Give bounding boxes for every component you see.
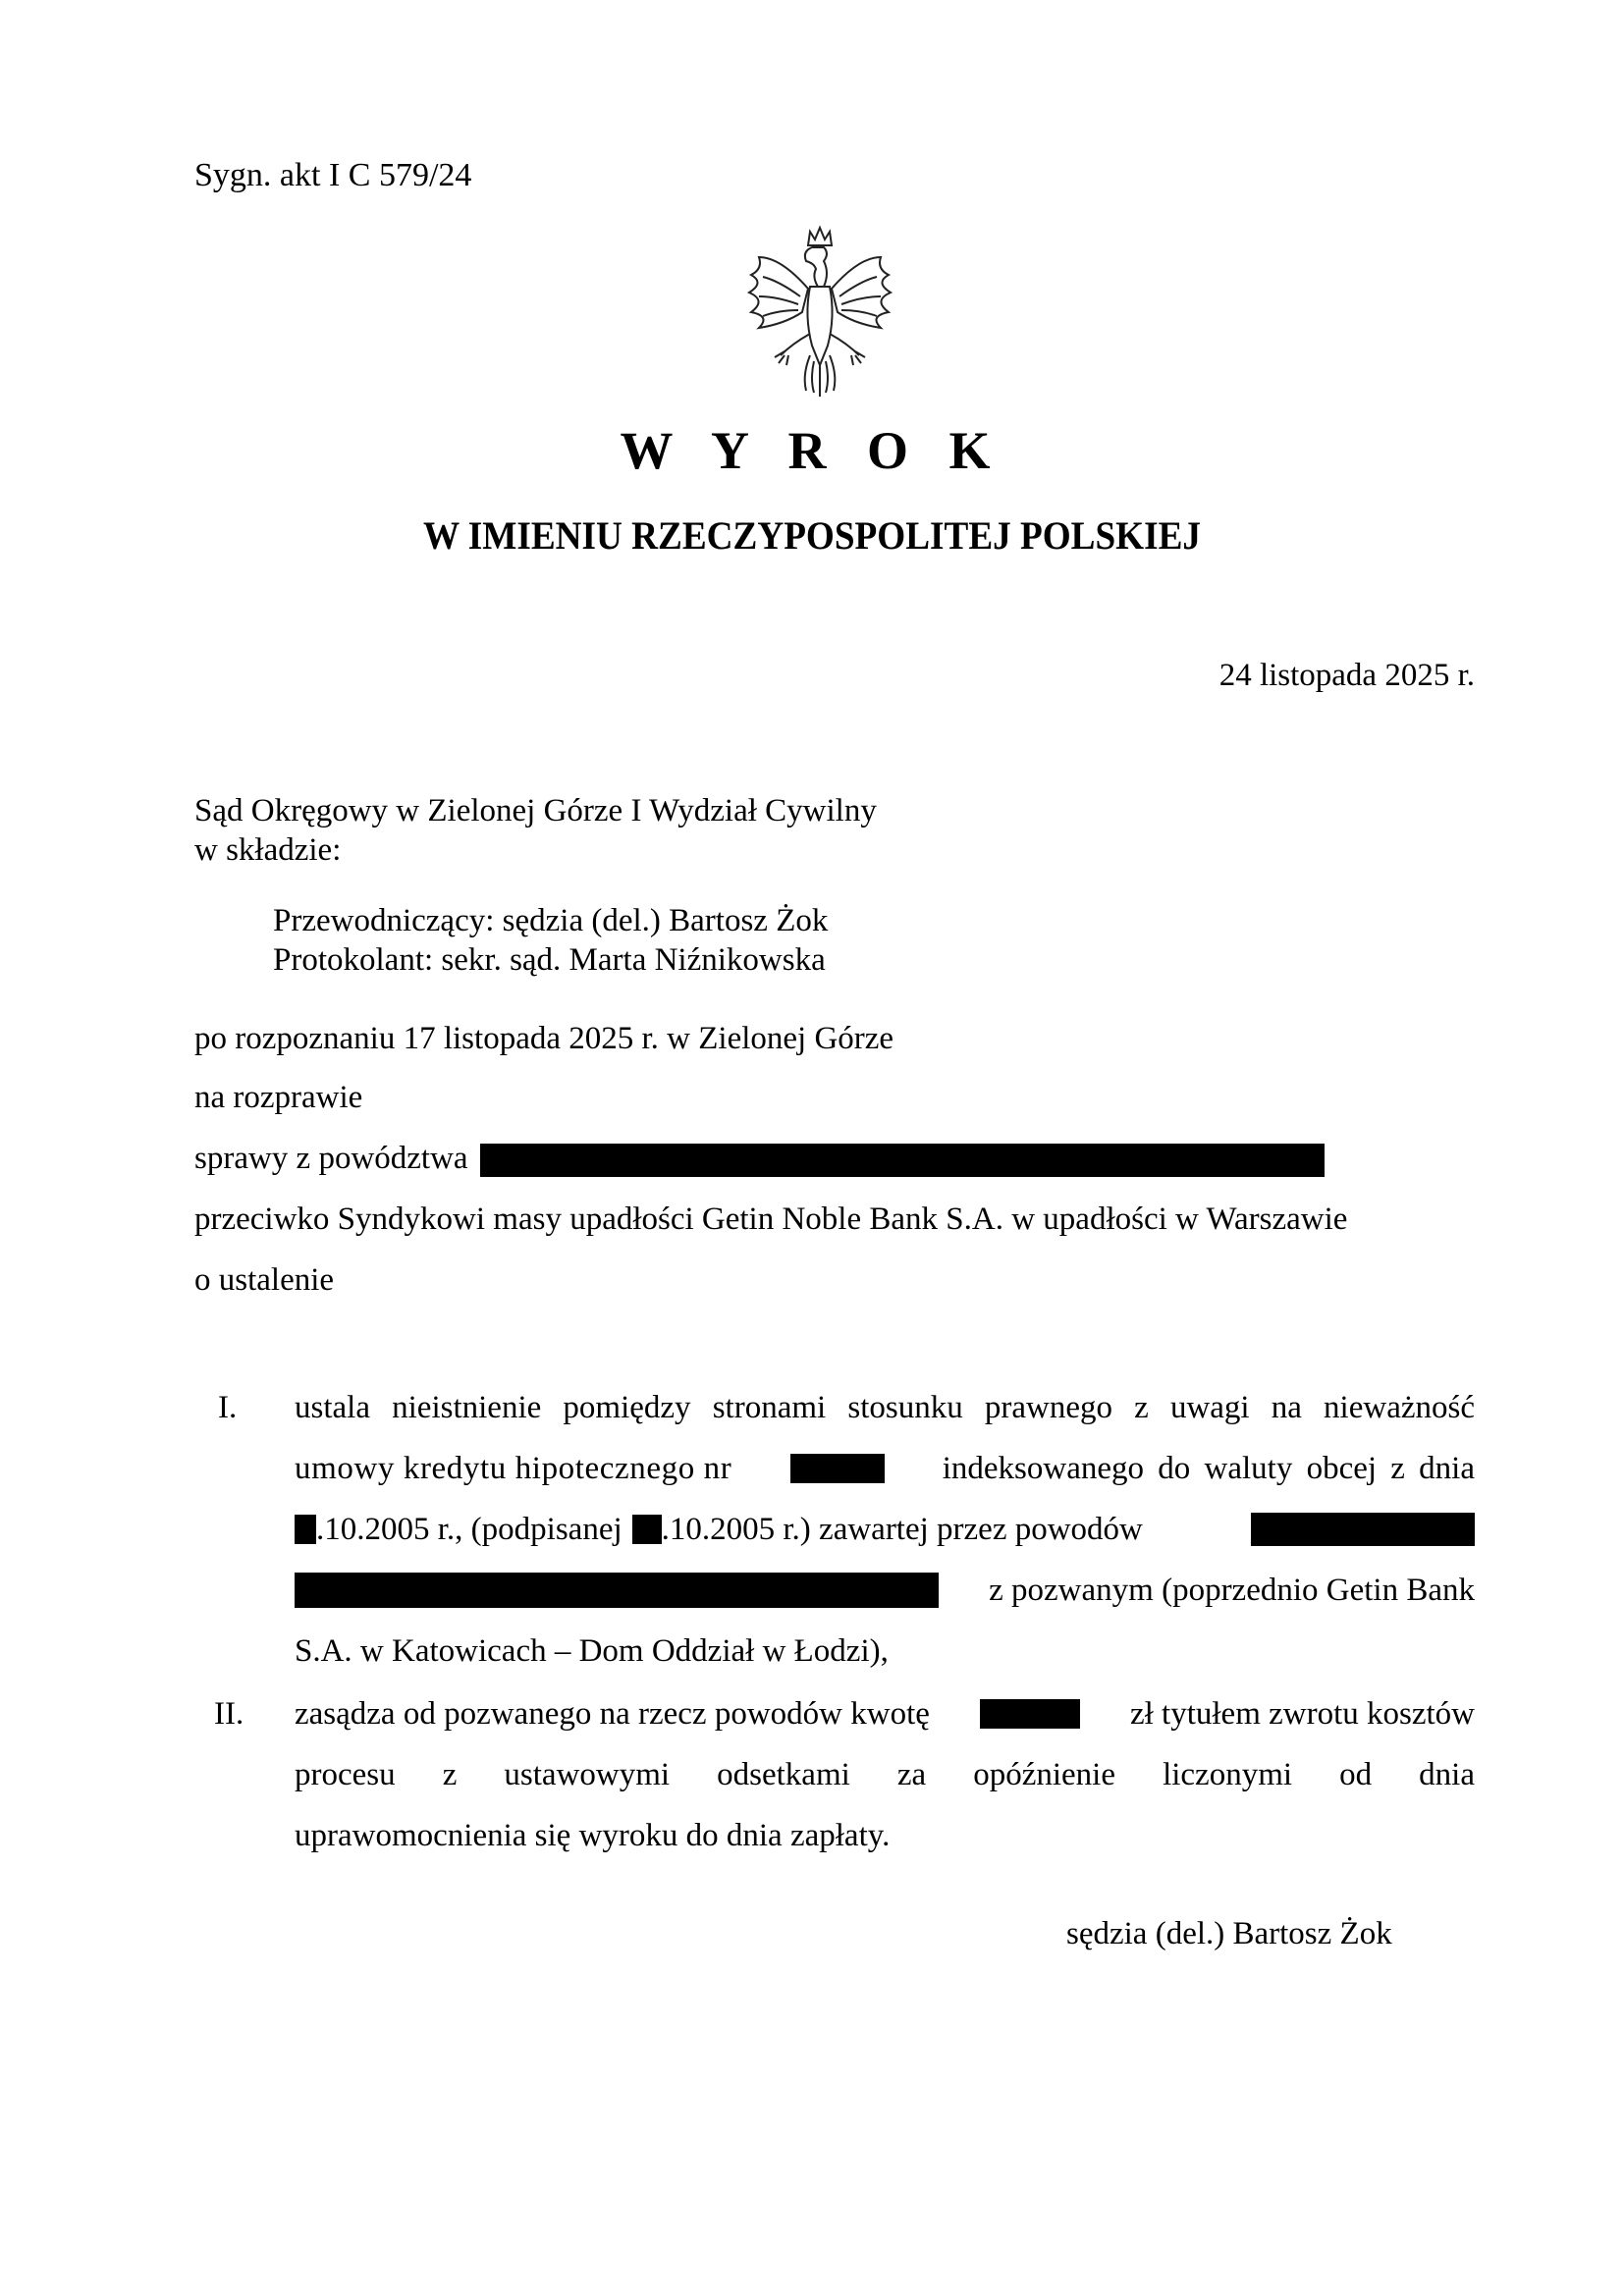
ruling-1-text: z pozwanym (poprzednio Getin Bank xyxy=(989,1573,1475,1608)
redaction-contract-number xyxy=(790,1454,885,1483)
defendant-line: przeciwko Syndykowi masy upadłości Getin Noble Bank S.A. w upadłości w Warszawie xyxy=(194,1201,1348,1237)
case-subject: o ustalenie xyxy=(194,1262,335,1298)
document-subtitle: W IMIENIU RZECZYPOSPOLITEJ POLSKIEJ xyxy=(422,513,1202,558)
case-signature: Sygn. akt I C 579/24 xyxy=(194,157,472,193)
ruling-1-text: indeksowanego do waluty obcej z dnia xyxy=(942,1451,1475,1486)
ruling-2-line-1 xyxy=(295,1694,1475,1734)
ruling-numeral: II. xyxy=(214,1696,244,1732)
hearing-type: na rozprawie xyxy=(194,1080,363,1115)
judge-signature: sędzia (del.) Bartosz Żok xyxy=(1066,1916,1392,1951)
ruling-1-line-2 xyxy=(295,1449,1475,1488)
court-name: Sąd Okręgowy w Zielonej Górze I Wydział Cywilny xyxy=(194,793,877,828)
ruling-1-line-1: ustala nieistnienie pomiędzy stronami stosunku prawnego z uwagi na nieważność xyxy=(295,1390,1475,1425)
redaction-signing-day xyxy=(632,1515,662,1544)
ruling-2-line-3: uprawomocnienia się wyroku do dnia zapłaty. xyxy=(295,1818,891,1853)
polish-eagle-emblem-icon xyxy=(741,218,898,400)
ruling-2-text: zasądza od pozwanego na rzecz powodów kwotę xyxy=(295,1696,930,1732)
plaintiff-line xyxy=(194,1139,1325,1178)
redaction-plaintiffs-continued xyxy=(295,1573,939,1608)
ruling-1-text: .10.2005 r., (podpisanej xyxy=(316,1512,623,1547)
court-clerk: Protokolant: sekr. sąd. Marta Niźnikowska xyxy=(273,942,826,978)
presiding-judge: Przewodniczący: sędzia (del.) Bartosz Żok xyxy=(273,903,829,938)
plaintiff-label: sprawy z powództwa xyxy=(194,1141,468,1176)
judgment-date: 24 listopada 2025 r. xyxy=(1218,658,1475,693)
document-title: W Y R O K xyxy=(620,421,1004,480)
ruling-1-line-3 xyxy=(295,1510,1475,1549)
ruling-1-line-5: S.A. w Katowicach – Dom Oddział w Łodzi), xyxy=(295,1633,889,1669)
redaction-plaintiff xyxy=(480,1144,1325,1177)
ruling-1-line-4 xyxy=(295,1571,1475,1610)
ruling-1-text: umowy kredytu hipotecznego nr xyxy=(295,1451,732,1486)
hearing-line: po rozpoznaniu 17 listopada 2025 r. w Zielonej Górze xyxy=(194,1021,894,1056)
ruling-numeral: I. xyxy=(218,1390,238,1425)
redaction-amount xyxy=(980,1699,1080,1729)
redaction-date-day xyxy=(295,1515,316,1544)
redaction-plaintiffs xyxy=(1251,1513,1475,1546)
composition-label: w składzie: xyxy=(194,832,342,868)
ruling-1-text: .10.2005 r.) zawartej przez powodów xyxy=(661,1512,1143,1547)
ruling-2-text: zł tytułem zwrotu kosztów xyxy=(1129,1696,1475,1732)
ruling-2-line-2: procesu z ustawowymi odsetkami za opóźnienie liczonymi od dnia xyxy=(295,1757,1475,1792)
